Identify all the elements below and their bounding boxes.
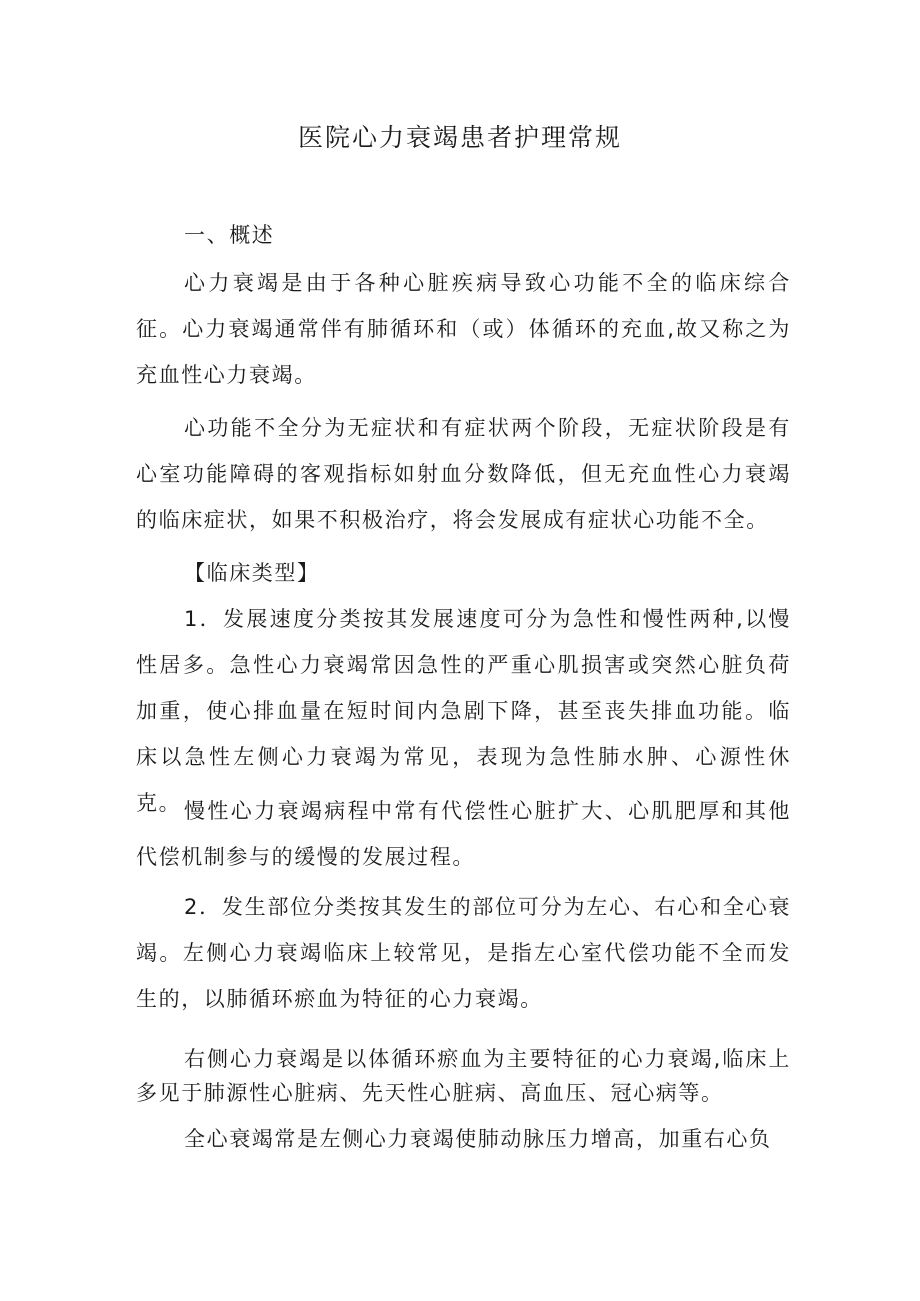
paragraph-right-heart: 右侧心力衰竭是以体循环瘀血为主要特征的心力衰竭,临床上多见于肺源性心脏病、先天性心脏病、高血压、冠心病等。 (136, 1047, 791, 1105)
paragraph-development-speed: 1．发展速度分类按其发展速度可分为急性和慢性两种,以慢性居多。急性心力衰竭常因急性的严重心肌损害或突然心脏负荷加重，使心排血量在短时间内急剧下降，甚至丧失排血功能。临床以急性左侧心力衰竭为常见，表现为急性肺水肿、心源性休克。 (136, 607, 791, 815)
section-heading-clinical-types: 【临床类型】 (184, 561, 320, 585)
paragraph-chronic: 慢性心力衰竭病程中常有代偿性心脏扩大、心肌肥厚和其他代偿机制参与的缓慢的发展过程。 (136, 799, 791, 869)
paragraph-stages: 心功能不全分为无症状和有症状两个阶段，无症状阶段是有心室功能障碍的客观指标如射血分数降低，但无充血性心力衰竭的临床症状，如果不积极治疗，将会发展成有症状心功能不全。 (136, 416, 791, 532)
section-heading-overview: 一、概述 (184, 223, 275, 247)
paragraph-definition: 心力衰竭是由于各种心脏疾病导致心功能不全的临床综合征。心力衰竭通常伴有肺循环和（或）体循环的充血,故又称之为充血性心力衰竭。 (136, 271, 791, 387)
document-title: 医院心力衰竭患者护理常规 (297, 123, 622, 152)
paragraph-whole-heart: 全心衰竭常是左侧心力衰竭使肺动脉压力增高，加重右心负 (184, 1127, 772, 1151)
paragraph-location: 2．发生部位分类按其发生的部位可分为左心、右心和全心衰竭。左侧心力衰竭临床上较常见，是指左心室代偿功能不全而发生的，以肺循环瘀血为特征的心力衰竭。 (136, 895, 791, 1011)
